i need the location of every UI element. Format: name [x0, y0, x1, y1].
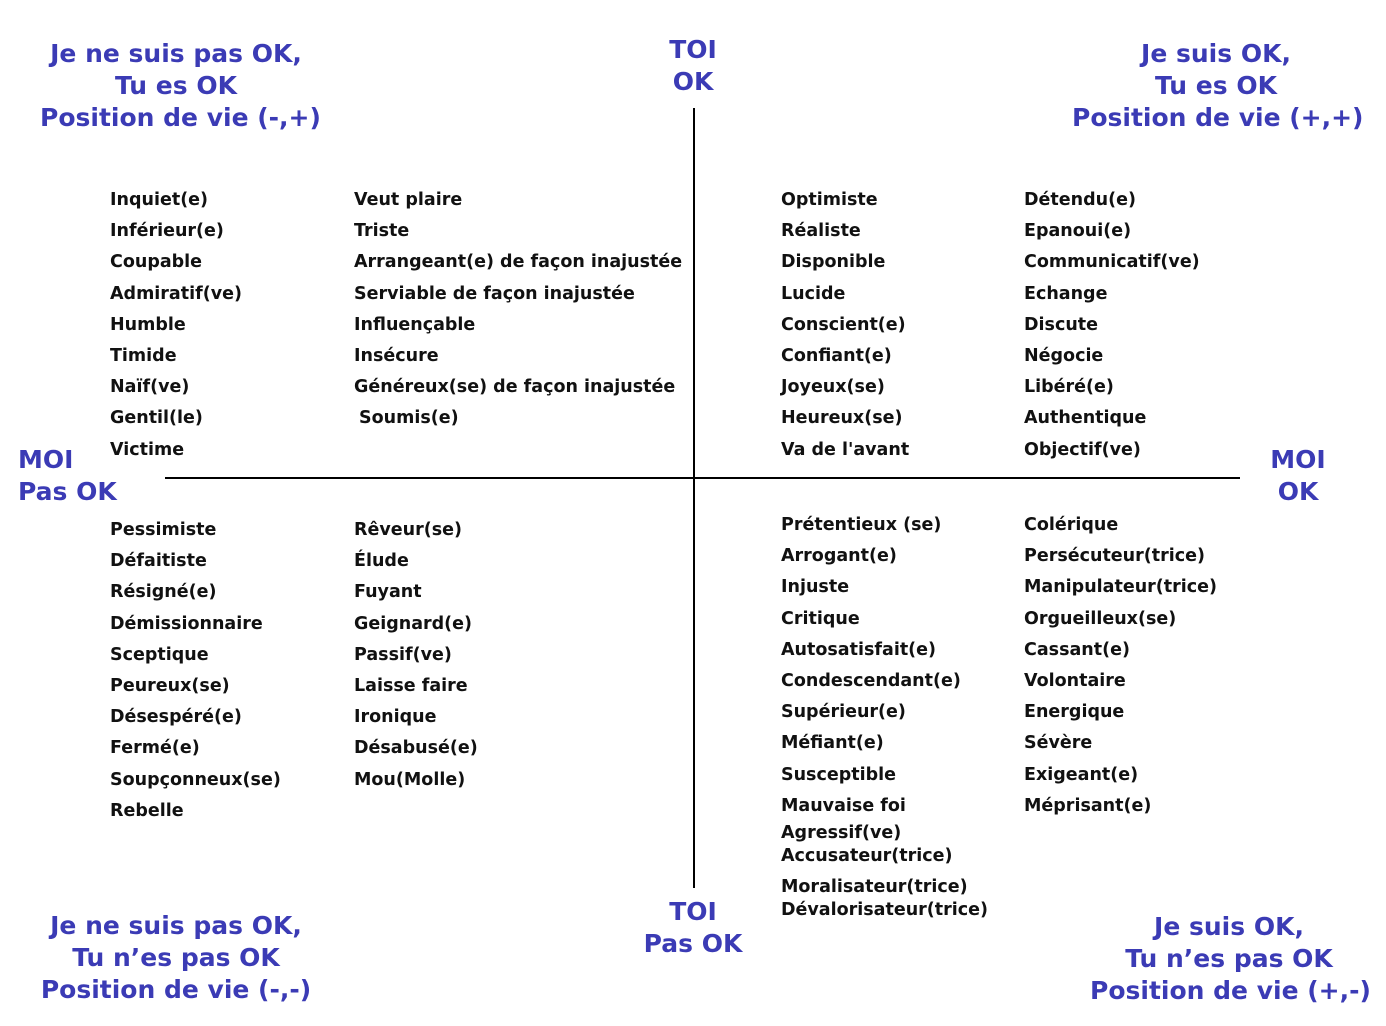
quality-word: Inquiet(e): [110, 190, 209, 210]
heading-line: Je suis OK,: [1154, 912, 1304, 941]
quality-word: Heureux(se): [781, 408, 903, 429]
quadrant-top-left-column-1: [110, 185, 242, 466]
heading-line: Je ne suis pas OK,: [50, 911, 302, 940]
quality-word: Sévère: [1024, 733, 1093, 754]
quality-word: Rêveur(se): [354, 520, 462, 540]
quality-word: Agressif(ve) Accusateur(trice): [781, 822, 953, 866]
quality-word: Lucide: [781, 283, 846, 304]
axis-label-left: [18, 444, 118, 508]
quality-word: Manipulateur(trice): [1024, 577, 1218, 598]
axis-line: MOI: [18, 445, 74, 474]
quality-word: Arrogant(e): [781, 546, 897, 567]
heading-line: Je suis OK,: [1141, 39, 1291, 68]
quality-word: Pessimiste: [110, 520, 217, 540]
axis-label-right: [1252, 444, 1344, 508]
quality-word: Moralisateur(trice) Dévalorisateur(trice): [781, 876, 989, 920]
quality-word: Généreux(se) de façon inajustée: [354, 377, 676, 398]
quality-word: Discute: [1024, 314, 1099, 335]
quality-word: Admiratif(ve): [110, 283, 242, 304]
quality-word: Désespéré(e): [110, 707, 242, 728]
horizontal-axis-line: [165, 477, 1240, 479]
quality-word: Désabusé(e): [354, 738, 478, 759]
quality-word: Echange: [1024, 283, 1108, 304]
quality-word: Energique: [1024, 702, 1125, 723]
quadrant-top-right-column-2: [1024, 185, 1200, 466]
axis-label-bottom: [632, 896, 754, 960]
quality-word: Arrangeant(e) de façon inajustée: [354, 252, 683, 273]
quality-word: Persécuteur(trice): [1024, 546, 1205, 567]
quality-word: Colérique: [1024, 515, 1119, 535]
quadrant-bottom-left-column-1: [110, 515, 281, 827]
quality-word: Détendu(e): [1024, 190, 1136, 210]
quality-word: Susceptible: [781, 764, 897, 785]
quadrant-bottom-right-column-2: [1024, 510, 1217, 822]
quality-word: Libéré(e): [1024, 377, 1114, 398]
quality-word: Volontaire: [1024, 670, 1126, 691]
quality-word: Soupçonneux(se): [110, 769, 281, 790]
quality-word: Naïf(ve): [110, 377, 190, 398]
axis-line: MOI: [1270, 445, 1326, 474]
quality-word: Méfiant(e): [781, 733, 884, 754]
heading-line: Je ne suis pas OK,: [50, 39, 302, 68]
quality-word: Serviable de façon inajustée: [354, 283, 635, 304]
axis-line: OK: [1277, 477, 1319, 506]
quality-word: Ironique: [354, 707, 437, 728]
quality-word: Victime: [110, 439, 185, 460]
quality-word: Optimiste: [781, 190, 878, 210]
quality-word: Fuyant: [354, 582, 422, 603]
quality-word: Résigné(e): [110, 582, 217, 603]
quality-word: Veut plaire: [354, 190, 463, 210]
heading-line: Position de vie (+,-): [1090, 976, 1371, 1005]
quality-word: Réaliste: [781, 221, 861, 242]
quality-word: Sceptique: [110, 644, 209, 665]
quality-word: Gentil(le): [110, 408, 203, 429]
quality-word: Influençable: [354, 314, 476, 335]
quality-word: Mou(Molle): [354, 769, 466, 790]
heading-line: Tu n’es pas OK: [1125, 944, 1333, 973]
quality-word: Injuste: [781, 577, 850, 598]
quadrant-top-left-column-2: [354, 185, 682, 435]
heading-line: Position de vie (-,-): [40, 975, 312, 1004]
quality-word: Va de l'avant: [781, 439, 910, 460]
axis-label-top: [642, 34, 744, 98]
quality-word: Cassant(e): [1024, 639, 1130, 660]
axis-line: Pas OK: [643, 929, 743, 958]
quality-word: Objectif(ve): [1024, 439, 1141, 460]
position-plus-plus-heading: [1072, 38, 1364, 134]
quality-word: Conscient(e): [781, 314, 906, 335]
quality-word: Triste: [354, 221, 410, 242]
heading-line: Tu n’es pas OK: [72, 943, 280, 972]
quality-word: Joyeux(se): [781, 377, 885, 398]
heading-line: Position de vie (-,+): [40, 103, 321, 132]
quality-word: Défaitiste: [110, 551, 207, 572]
quadrant-bottom-left-column-2: [354, 515, 478, 796]
quality-word: Soumis(e): [359, 408, 459, 429]
quality-word: Authentique: [1024, 408, 1147, 429]
quadrant-bottom-right-column-1: [781, 510, 988, 930]
quality-word: Critique: [781, 608, 860, 629]
vertical-axis-line: [693, 108, 695, 888]
quality-word: Exigeant(e): [1024, 764, 1139, 785]
position-minus-plus-heading: [40, 38, 321, 134]
quality-word: Humble: [110, 314, 186, 335]
heading-line: Tu es OK: [1155, 71, 1277, 100]
quality-word: Condescendant(e): [781, 670, 961, 691]
quality-word: Laisse faire: [354, 675, 468, 696]
quality-word: Orgueilleux(se): [1024, 608, 1177, 629]
quality-word: Disponible: [781, 252, 886, 273]
quality-word: Inférieur(e): [110, 221, 224, 242]
quality-word: Autosatisfait(e): [781, 639, 937, 660]
quality-word: Confiant(e): [781, 345, 892, 366]
quality-word: Peureux(se): [110, 675, 230, 696]
quality-word: Prétentieux (se): [781, 515, 942, 535]
quality-word: Rebelle: [110, 800, 184, 821]
quality-word: Négocie: [1024, 345, 1104, 366]
quality-word: Timide: [110, 345, 177, 366]
quality-word: Communicatif(ve): [1024, 252, 1200, 273]
quality-word: Démissionnaire: [110, 613, 263, 634]
position-minus-minus-heading: [40, 910, 312, 1006]
quadrant-top-right-column-1: [781, 185, 909, 466]
quality-word: Epanoui(e): [1024, 221, 1132, 242]
quality-word: Élude: [354, 551, 409, 572]
quality-word: Supérieur(e): [781, 702, 906, 723]
heading-line: Tu es OK: [115, 71, 237, 100]
position-plus-minus-heading: [1090, 911, 1371, 1007]
heading-line: Position de vie (+,+): [1072, 103, 1364, 132]
axis-line: OK: [672, 67, 714, 96]
quality-word: Geignard(e): [354, 613, 473, 634]
quality-word: Méprisant(e): [1024, 795, 1152, 816]
quality-word: Coupable: [110, 252, 203, 273]
quality-word: Insécure: [354, 345, 439, 366]
quality-word: Mauvaise foi: [781, 795, 906, 816]
quality-word: Fermé(e): [110, 738, 200, 759]
axis-line: TOI: [669, 35, 717, 64]
quality-word: Passif(ve): [354, 644, 452, 665]
axis-line: Pas OK: [18, 477, 117, 506]
axis-line: TOI: [669, 897, 717, 926]
